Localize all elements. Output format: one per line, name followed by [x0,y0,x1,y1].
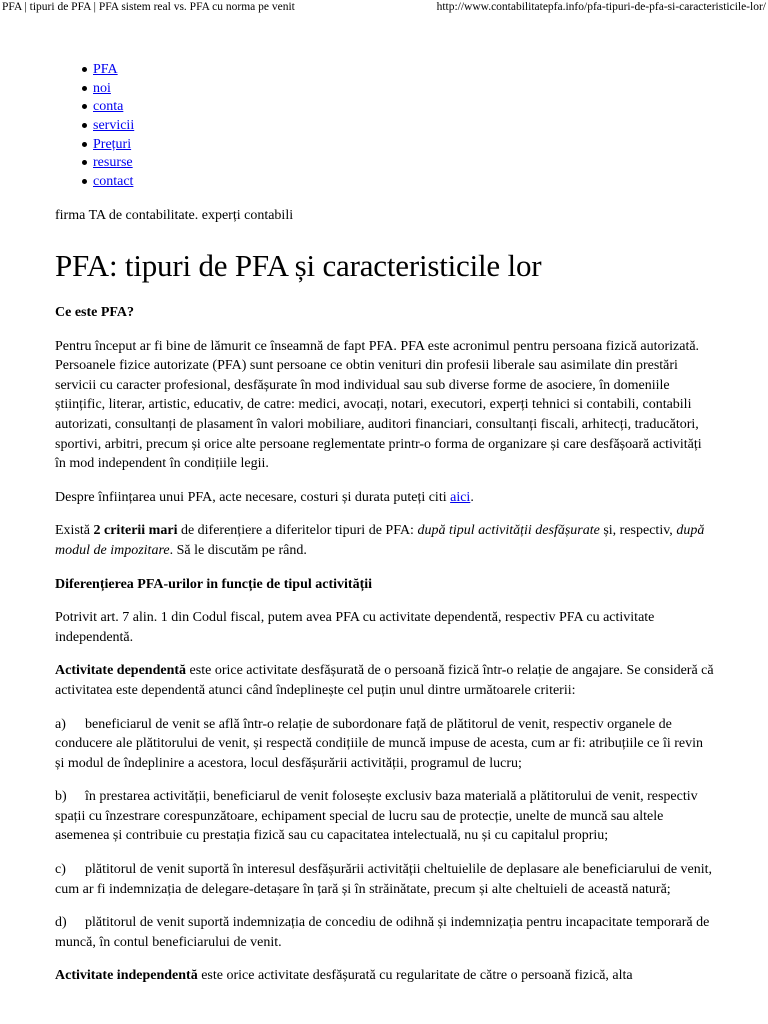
heading-diferentierea: Diferențierea PFA-urilor in funcție de tipul activității [55,576,373,592]
print-header-url: http://www.contabilitatepfa.info/pfa-tipuri-de-pfa-si-caracteristicile-lor/ [436,1,766,13]
criterion-a [55,715,715,774]
page-title: PFA: tipuri de PFA și caracteristicile lor [55,248,542,283]
nav-item-pfa [93,61,134,80]
nav-item-servicii [93,117,134,136]
criterii-text-a: Există [55,523,94,539]
print-header-title: PFA | tipuri de PFA | PFA sistem real vs. PFA cu norma pe venit [2,1,295,13]
criterii-italic-1: după tipul activității desfășurate [417,523,600,539]
nav-item-conta [93,98,134,117]
criterion-letter: c) [55,862,66,878]
activitate-dependenta-label: Activitate dependentă [55,663,187,679]
paragraph-activitate-dependenta [55,661,715,700]
nav-link-pfa[interactable]: PFA [93,62,118,77]
criterii-text-e: și, respectiv, [599,523,677,539]
nav-item-resurse [93,154,134,173]
criterion-text: beneficiarul de venit se află într-o relație de subordonare față de plătitorul de venit, respectiv organele de conducere ale plătitorului de venit, și respectă condițiile de muncă impuse de acesta, cum ar fi: atribuțiile ce îi revin și modul de îndeplinire a acestora, locul desfășurării activității, programul de lucru; [55,716,704,771]
nav-link-noi[interactable]: noi [93,80,111,96]
criterion-c [55,860,715,899]
paragraph-definition: Pentru început ar fi bine de lămurit ce înseamnă de fapt PFA. PFA este acronimul pentru persoana fizică autorizată. Persoanele fizice autorizate (PFA) sunt persoane ce obtin venituri din profesii liberale sau asimilate din prestări servicii cu caracter profesional, desfășurate în mod individual sau sub diverse forme de asociere, în domeniile științific, literar, artistic, educativ, de catre: medici, avocați, notari, executori, experți tehnici si contabili, contabili autorizati, consultanți de plasament în valori mobiliare, auditori financiari, consultanți fiscali, arhitecți, traducători, sportivi, arbitri, precum și orice alte persoane reglementate printr-o forma de organizare și care desfășoară activități în mod independent în condițiile legii. [55,338,702,472]
criterion-letter: a) [55,716,66,732]
criterion-letter: b) [55,789,67,805]
nav-link-resurse[interactable]: resurse [93,155,133,171]
activitate-independenta-text: este orice activitate desfășurată cu regularitate de către o persoană fizică, alta [197,968,633,984]
nav-link-conta[interactable]: conta [93,99,124,115]
criterion-d [55,913,715,952]
criterii-text-g: . Să le discutăm pe rând. [169,542,307,558]
nav-item-preturi [93,136,134,155]
criterion-text: plătitorul de venit suportă indemnizația de concediu de odihnă și indemnizația pentru incapacitate temporară de muncă, în contul beneficiarului de venit. [55,915,710,950]
criterion-text: în prestarea activității, beneficiarul de venit folosește exclusiv baza materială a plătitorului de venit, respectiv spații cu înzestrare corespunzătoare, echipament special de lucru sau de protecție, unelte de muncă sau altele asemenea și contribuie cu prestația fizică sau cu capacitatea intelectuală, nu și cu capitalul propriu; [55,789,698,844]
nav-item-contact [93,173,134,192]
nav-item-noi [93,80,134,99]
infiintare-text: Despre înființarea unui PFA, acte necesare, costuri și durata puteți citi [55,489,451,505]
paragraph-cod-fiscal: Potrivit art. 7 alin. 1 din Codul fiscal, putem avea PFA cu activitate dependentă, respectiv PFA cu activitate independentă. [55,610,655,645]
criterion-letter: d) [55,915,67,931]
infiintare-end: . [470,489,474,505]
criterion-text: plătitorul de venit suportă în interesul desfășurării activității cheltuielile de deplasare ale beneficiarului de venit, cum ar fi indemnizația de delegare-detașare în țară și în străinătate, precum și alte cheltuieli de această natură; [55,862,713,897]
criterii-italic-2: după modul de impozitare [55,523,705,558]
paragraph-infiintare [55,488,715,508]
paragraph-activitate-independenta [55,966,715,986]
criterii-text-c: de diferențiere a diferitelor tipuri de PFA: [177,523,418,539]
heading-ce-este-pfa: Ce este PFA? [55,305,135,320]
main-nav [93,61,134,192]
criterion-b [55,787,715,846]
criterii-bold: 2 criterii mari [93,523,178,539]
site-tagline: firma TA de contabilitate. experți contabili [55,208,294,223]
nav-link-contact[interactable]: contact [93,174,134,190]
article-body [55,303,715,1000]
nav-link-servicii[interactable]: servicii [93,118,135,134]
print-header [0,0,768,16]
paragraph-criterii [55,521,715,560]
activitate-dependenta-text: este orice activitate desfășurată de o persoană fizică într-o relație de angajare. Se consideră că activitatea este dependentă atunci când îndeplinește cel puțin unul dintre următoarele criterii: [55,663,714,698]
aici-link[interactable]: aici [450,489,471,505]
activitate-independenta-label: Activitate independentă [55,968,198,984]
nav-link-preturi[interactable]: Prețuri [93,136,132,152]
